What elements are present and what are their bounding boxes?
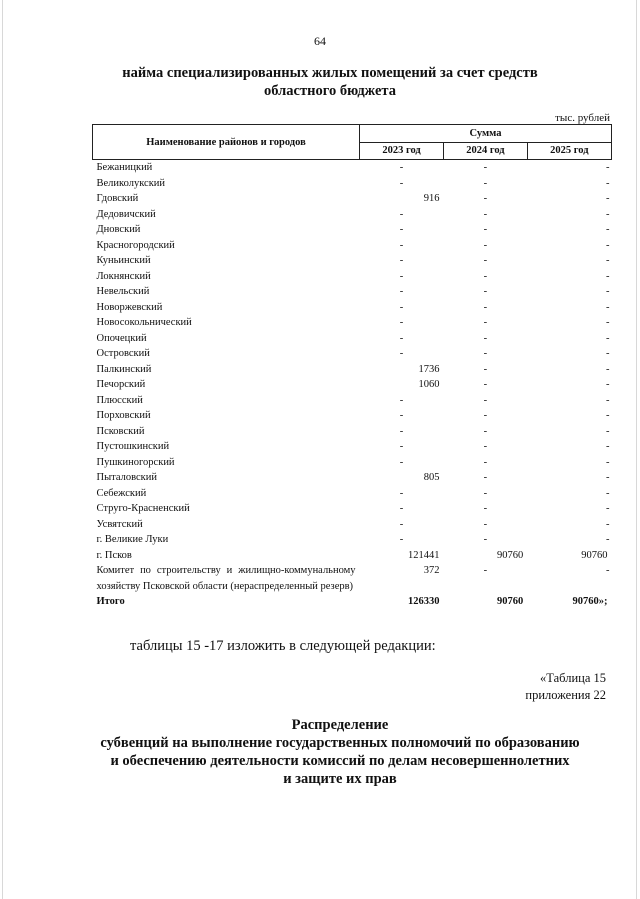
row-value-2024: - — [483, 456, 488, 468]
row-value-2023: 121441 — [408, 549, 440, 561]
row-value-2023: - — [399, 534, 404, 545]
row-name: Пушкиногорский — [96, 456, 175, 468]
row-value-2024: - — [483, 379, 488, 390]
row-value-2025: - — [606, 379, 610, 390]
column-header-2025: 2025 год — [527, 142, 611, 160]
table-row — [93, 176, 612, 192]
row-value-2024: - — [483, 410, 488, 421]
table-row — [93, 424, 612, 440]
row-name: Плюсский — [96, 394, 143, 406]
row-value-2023: - — [399, 255, 404, 266]
row-value-2024: - — [483, 193, 488, 204]
table-row — [93, 532, 612, 548]
row-value-2025: - — [606, 239, 610, 251]
row-name: г. Псков — [96, 549, 132, 561]
column-header-2024: 2024 год — [444, 142, 528, 160]
row-value-2024: - — [483, 565, 488, 576]
row-value-2025: - — [606, 472, 610, 483]
page-edge-left — [2, 0, 3, 899]
row-value-2023: - — [399, 518, 404, 530]
row-value-2023: - — [399, 317, 404, 328]
row-value-2025: - — [606, 425, 610, 437]
row-value-2023: - — [399, 270, 404, 282]
row-value-2024: - — [483, 503, 488, 514]
table-row — [93, 548, 612, 564]
row-value-2024: - — [483, 286, 488, 297]
row-name: Дедовичский — [96, 208, 156, 220]
page-number: 64 — [314, 34, 326, 48]
column-header-name: Наименование районов и городов — [93, 125, 360, 160]
row-value-2025: - — [606, 208, 610, 220]
row-value-2023: - — [399, 332, 404, 344]
row-value-2024: - — [483, 239, 488, 251]
row-value-2025: - — [606, 301, 610, 313]
table-row — [93, 269, 612, 285]
row-value-2023: 805 — [423, 472, 440, 483]
total-value-2025: 90760»; — [572, 596, 608, 607]
table-row — [93, 331, 612, 347]
row-value-2024: - — [483, 534, 488, 545]
table-row — [93, 238, 612, 254]
table-row — [93, 253, 612, 269]
row-value-2025: - — [606, 348, 610, 359]
row-value-2023: - — [399, 503, 404, 514]
row-value-2025: - — [606, 487, 610, 499]
table-row — [93, 517, 612, 533]
row-value-2024: - — [483, 177, 488, 189]
page-edge-right — [636, 0, 637, 899]
row-value-2025: - — [606, 317, 610, 328]
row-value-2025: - — [606, 534, 610, 545]
row-value-2024: - — [483, 224, 488, 235]
title2-line-1: Распределение — [291, 717, 389, 733]
row-value-2023: - — [399, 456, 404, 468]
table-row — [93, 393, 612, 409]
table-row — [93, 315, 612, 331]
table-row — [93, 222, 612, 238]
row-value-2023: 372 — [423, 565, 440, 576]
table-row — [93, 160, 612, 176]
row-name: Пустошкинский — [96, 441, 170, 452]
row-value-2025: - — [606, 363, 610, 375]
section-heading — [80, 64, 580, 100]
row-value-2024: - — [483, 487, 488, 499]
table-ref-line-2: приложения 22 — [525, 688, 606, 702]
row-value-2025: - — [606, 456, 610, 468]
row-name: Гдовский — [96, 193, 139, 204]
row-value-2025: - — [606, 193, 610, 204]
row-name: Невельский — [96, 286, 150, 297]
row-name: Красногородский — [96, 239, 175, 251]
title2-line-4: и защите их прав — [283, 771, 397, 787]
row-value-2024: - — [483, 208, 488, 220]
row-name: Новосокольнический — [96, 317, 192, 328]
budget-table — [92, 124, 612, 610]
row-name: Порховский — [96, 410, 151, 421]
row-value-2025: - — [606, 162, 610, 173]
row-value-2023: - — [399, 301, 404, 313]
row-value-2023: - — [399, 394, 404, 406]
row-name: Островский — [96, 348, 150, 359]
row-value-2025: - — [606, 441, 610, 452]
row-name: Комитет по строительству и жилищно-коммунальному хозяйству Псковской области (нераспределенный резерв) — [96, 565, 356, 592]
table-row — [93, 377, 612, 393]
table-reference — [525, 670, 606, 704]
row-name: г. Великие Луки — [96, 534, 169, 545]
row-value-2023: - — [399, 425, 404, 437]
row-value-2024: - — [483, 441, 488, 452]
row-value-2024: - — [483, 363, 488, 375]
table-row — [93, 455, 612, 471]
row-value-2023: - — [399, 224, 404, 235]
row-value-2025: - — [606, 255, 610, 266]
table-row — [93, 346, 612, 362]
row-value-2024: - — [483, 518, 488, 530]
row-name: Опочецкий — [96, 332, 147, 344]
row-name: Бежаницкий — [96, 162, 153, 173]
row-value-2025: - — [606, 394, 610, 406]
row-name: Пыталовский — [96, 472, 157, 483]
row-value-2024: - — [483, 425, 488, 437]
table-row — [93, 439, 612, 455]
row-value-2024: - — [483, 162, 488, 173]
row-value-2025: 90760 — [581, 549, 608, 561]
row-value-2024: - — [483, 255, 488, 266]
total-value-2023: 126330 — [408, 596, 440, 607]
row-value-2024: 90760 — [496, 549, 524, 561]
table-row — [93, 284, 612, 300]
row-value-2023: - — [399, 239, 404, 251]
row-name: Псковский — [96, 425, 145, 437]
table-total-row — [93, 594, 612, 610]
row-value-2024: - — [483, 394, 488, 406]
row-value-2023: - — [399, 487, 404, 499]
table-ref-line-1: «Таблица 15 — [540, 671, 606, 685]
row-value-2025: - — [606, 565, 610, 576]
row-value-2023: - — [399, 286, 404, 297]
title2-line-3: и обеспечению деятельности комиссий по делам несовершеннолетних — [110, 753, 570, 769]
distribution-title — [60, 716, 620, 788]
column-header-2023: 2023 год — [360, 142, 444, 160]
row-name: Новоржевский — [96, 301, 163, 313]
table-row — [93, 300, 612, 316]
table-row — [93, 501, 612, 517]
row-value-2023: - — [399, 410, 404, 421]
row-value-2025: - — [606, 503, 610, 514]
row-name: Дновский — [96, 224, 141, 235]
row-value-2023: 916 — [423, 193, 440, 204]
table-row — [93, 470, 612, 486]
row-name: Струго-Красненский — [96, 503, 190, 514]
row-value-2025: - — [606, 410, 610, 421]
row-value-2023: 1736 — [418, 363, 440, 375]
row-value-2024: - — [483, 301, 488, 313]
row-name: Печорский — [96, 379, 146, 390]
row-value-2025: - — [606, 224, 610, 235]
row-value-2025: - — [606, 177, 610, 189]
row-value-2025: - — [606, 518, 610, 530]
instruction-text: таблицы 15 -17 изложить в следующей редакции: — [130, 638, 436, 654]
row-name: Палкинский — [96, 363, 152, 375]
row-value-2023: - — [399, 177, 404, 189]
row-name: Усвятский — [96, 518, 143, 530]
total-label: Итого — [96, 596, 125, 607]
row-value-2023: - — [399, 348, 404, 359]
table-row — [93, 191, 612, 207]
row-value-2023: - — [399, 208, 404, 220]
row-value-2024: - — [483, 472, 488, 483]
row-value-2025: - — [606, 332, 610, 344]
row-name: Великолукский — [96, 177, 166, 189]
table-row — [93, 486, 612, 502]
row-value-2023: 1060 — [418, 379, 440, 390]
title2-line-2: субвенций на выполнение государственных полномочий по образованию — [100, 735, 580, 751]
row-value-2025: - — [606, 286, 610, 297]
row-value-2024: - — [483, 317, 488, 328]
row-value-2023: - — [399, 441, 404, 452]
table-header-row — [93, 125, 612, 143]
unit-label: тыс. рублей — [555, 112, 610, 124]
table-row — [93, 408, 612, 424]
heading-line-1: найма специализированных жилых помещений за счет средств — [122, 65, 538, 81]
total-value-2024: 90760 — [496, 596, 524, 607]
column-header-sum: Сумма — [360, 125, 612, 143]
row-value-2024: - — [483, 332, 488, 344]
row-name: Себежский — [96, 487, 147, 499]
row-value-2024: - — [483, 348, 488, 359]
table-row — [93, 362, 612, 378]
row-value-2023: - — [399, 162, 404, 173]
table-row — [93, 563, 612, 594]
row-value-2025: - — [606, 270, 610, 282]
row-name: Локнянский — [96, 270, 151, 282]
heading-line-2: областного бюджета — [264, 83, 396, 99]
table-row — [93, 207, 612, 223]
row-value-2024: - — [483, 270, 488, 282]
row-name: Куньинский — [96, 255, 151, 266]
